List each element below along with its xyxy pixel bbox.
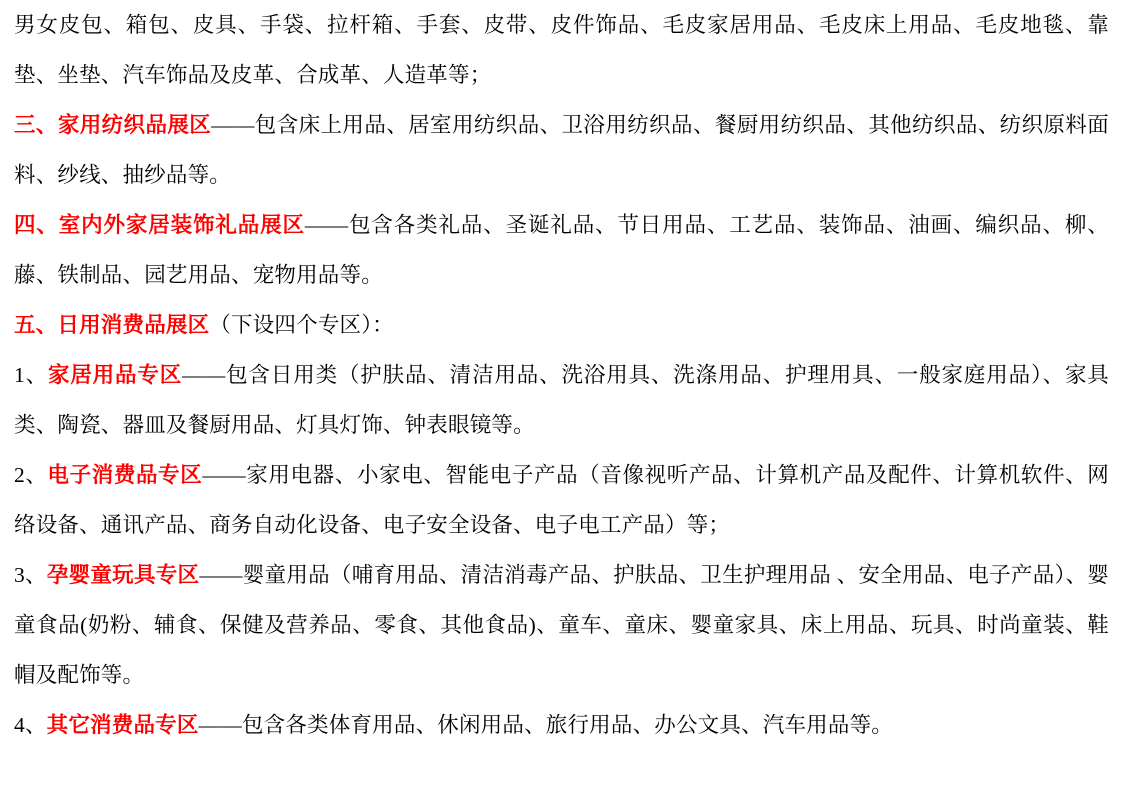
highlighted-text-run: 其它消费品专区 (46, 713, 199, 737)
text-run: 2、 (14, 463, 48, 487)
para-sub-two (14, 450, 1109, 550)
highlighted-text-run: 五、 (14, 313, 58, 337)
text-run: ——包含床上用品、居室用纺织品、卫浴用纺织品、餐厨用纺织品、其他纺织品、纺织原料面料、纱线、抽纱品等。 (14, 113, 1109, 187)
document-body (14, 0, 1109, 750)
highlighted-text-run: 日用消费品展区 (57, 313, 210, 337)
text-run: 4、 (14, 713, 47, 737)
para-section-five (14, 300, 1109, 350)
para-section-four (14, 200, 1109, 300)
text-run: ——包含日用类（护肤品、清洁用品、洗浴用具、洗涤用品、护理用具、一般家庭用品）、家具类、陶瓷、器皿及餐厨用品、灯具灯饰、钟表眼镜等。 (14, 363, 1110, 437)
highlighted-text-run: 家用纺织品展区 (57, 113, 212, 137)
text-run: ——包含各类礼品、圣诞礼品、节日用品、工艺品、装饰品、油画、编织品、柳、藤、铁制品、园艺用品、宠物用品等。 (14, 213, 1109, 287)
text-run: 1、 (14, 363, 48, 387)
highlighted-text-run: 孕婴童玩具专区 (46, 563, 200, 587)
text-run: 男女皮包、箱包、皮具、手袋、拉杆箱、手套、皮带、皮件饰品、毛皮家居用品、毛皮床上用品、毛皮地毯、靠垫、坐垫、汽车饰品及皮革、合成革、人造革等； (14, 13, 1109, 87)
highlighted-text-run: 三、 (14, 113, 58, 137)
text-run: ——婴童用品（哺育用品、清洁消毒产品、护肤品、卫生护理用品 、安全用品、电子产品）、婴童食品(奶粉、辅食、保健及营养品、零食、其他食品)、童车、童床、婴童家具、床上用品、玩具、时尚童装、鞋帽及配饰等。 (14, 563, 1110, 687)
text-run: ——包含各类体育用品、休闲用品、旅行用品、办公文具、汽车用品等。 (198, 713, 893, 737)
highlighted-text-run: 室内外家居装饰礼品展区 (58, 213, 305, 237)
para-sub-four (14, 700, 1109, 750)
para-leather-continued (14, 0, 1109, 100)
text-run: （下设四个专区）： (209, 313, 394, 337)
para-section-three (14, 100, 1109, 200)
para-sub-one (14, 350, 1109, 450)
highlighted-text-run: 家居用品专区 (47, 363, 183, 387)
text-run: ——家用电器、小家电、智能电子产品（音像视听产品、计算机产品及配件、计算机软件、网络设备、通讯产品、商务自动化设备、电子安全设备、电子电工产品）等； (14, 463, 1109, 537)
highlighted-text-run: 四、 (14, 213, 59, 237)
highlighted-text-run: 电子消费品专区 (47, 463, 203, 487)
para-sub-three (14, 550, 1109, 700)
text-run: 3、 (14, 563, 47, 587)
